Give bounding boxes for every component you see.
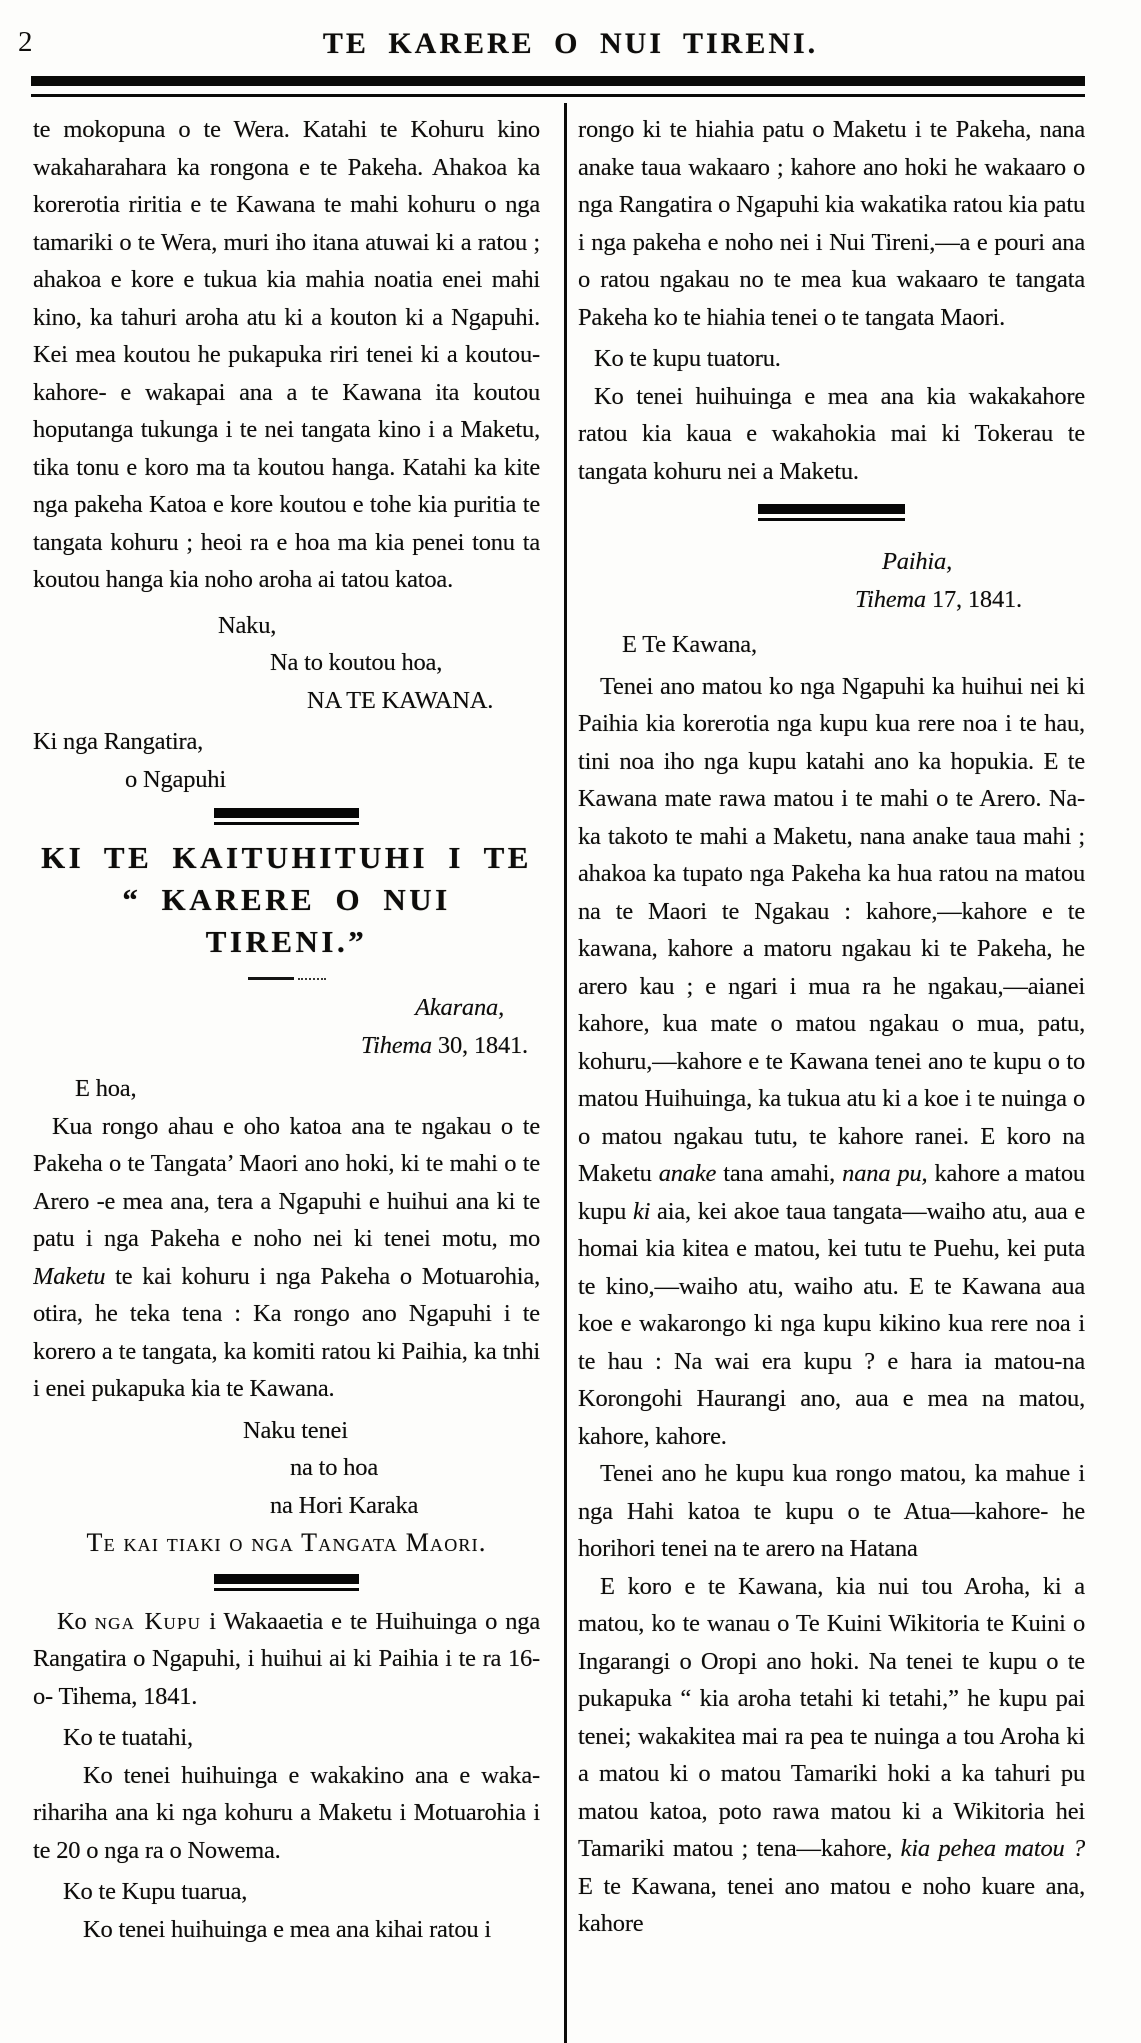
salutation: E hoa, xyxy=(75,1075,137,1102)
section-heading-line-1: KI TE KAITUHITUHI I TE xyxy=(41,840,532,875)
masthead-rule-thin xyxy=(31,94,1085,97)
signature-line-hoa: Na to koutou hoa, xyxy=(270,649,443,676)
section-heading-line-2: “ KARERE O NUI TIRENI.” xyxy=(122,882,451,959)
right-paragraph-continuation: rongo ki te hiahia patu o Maketu i te Pakeha, nana anake taua wakaaro ; kahore ano hoki he wakaaro o nga Rangatira o Ngapuhi kia wakatika ratou kia patu i nga pakeha e noho nei i Nui Tireni,—a e pouri ana o ratou ngakau no te mea kua wakaaro te tangata Pakeha ko te hiahia tenei o te tangata Maori. xyxy=(578,116,1085,331)
resolutions-intro: Ko nga Kupu i Wakaaetia e te Huihuinga o nga Rangatira o Ngapuhi, i huihui ai ki Paihia i te ra 16- o- Tihema, 1841. xyxy=(33,1607,540,1710)
salutation: E Te Kawana, xyxy=(622,631,757,658)
page-number: 2 xyxy=(18,26,33,58)
dateline-place: Akarana, xyxy=(415,994,504,1021)
addressee-line-1: Ki nga Rangatira, xyxy=(33,728,204,755)
resolution-2-text: Ko tenei huihuinga e mea ana kihai ratou i xyxy=(83,1915,491,1943)
resolution-1-text: Ko tenei huihuinga e wakakino ana e waka-rihariha ana ki nga kohuru a Maketu i Motuarohia i te 20 o nga ra o Nowema. xyxy=(33,1761,540,1864)
addressee-line-2: o Ngapuhi xyxy=(125,765,226,793)
divider-line xyxy=(214,822,359,825)
masthead-rule-thick xyxy=(31,76,1085,86)
divider-bar xyxy=(758,504,905,514)
section-divider-2 xyxy=(214,1574,359,1591)
heading-end-divider xyxy=(248,977,326,981)
left-paragraph-continuation: te mokopuna o te Wera. Katahi te Kohuru kino wakaharahara ka rongona e te Pakeha. Ahakoa ka korerotia riritia e te Kawana te mahi kohuru o nga tamariki o te Wera, muri iho itana atuwai ki a ratou ; ahakoa e kore e tukua kia mahia noatia enei mahi kino, ka tahuri aroha atu ki a kouton ki a Ngapuhi. Kei mea koutou he pukapuka riri tenei ki a koutou-kahore- e wakapai ana a te Kawana ita koutou hoputanga tukunga i te nei tangata kino i a Maketu, tika tonu e koro ma ta koutou hanga. Katahi ka kite nga pakeha Katoa e kore koutou e tohe kia puritia te tangata kohuru ; heoi ra e hoa ma kia penei tonu ta koutou hanga kia noho aroha ai tatou katoa. xyxy=(33,116,540,593)
resolution-1-label: Ko te tuatahi, xyxy=(63,1724,193,1751)
paragraph-aroha: E koro e te Kawana, kia nui tou Aroha, ki a matou, ko te wanau o Te Kuini Wikitoria te Kuini o Ingarangi o Oropi ano hoki. Na tenei te kupu o te pukapuka “ kia aroha tetahi ki tetahi,” he kupu pai tenei; wakakitea mai ra pea te nuinga a tou Aroha ki a matou ki o matou Tamariki hoki a ka tahuri pu matou katoa, poto rawa matou ki a Wikitoria hei Tamariki matou ; tena—kahore, kia pehea matou ? E te Kawana, tenei ano matou e noho kuare ana, kahore xyxy=(578,1572,1085,1937)
heading-end-divider-line xyxy=(248,977,294,980)
paragraph-hahi: Tenei ano he kupu kua rongo matou, ka mahue i nga Hahi katoa te kupu o te Atua—kahore- he horihori tenei na te arero na Hatana xyxy=(578,1460,1085,1562)
section-divider-3 xyxy=(758,504,905,521)
resolution-3-label: Ko te kupu tuatoru. xyxy=(594,345,781,372)
left-column xyxy=(33,103,540,2043)
letter-paragraph: Tenei ano matou ko nga Ngapuhi ka huihui nei ki Paihia kia korerotia nga kupu kua rere noa i te hau, tini noa iho nga kupu katahi ano ka hopukia. E te Kawana mate rawa matou i te mahi o te Arero. Na-ka takoto te mahi a Maketu, nana anake taua mahi ; ahakoa ka tupato nga Pakeha ka hua ratou na matou na te Maori te Ngakau : kahore,—kahore e te kawana, kahore a matoru ngakau ki te Pakeha, he arero kau ; e ngari i mua ra he ngakau,—aianei kahore, kua mate o matou ngakau o mua, patu, kohuru,—kahore e te Kawana tenei ano te kupu o to matou Huihuinga, ka tukua atu ki a koe i te nuinga o o matou ngakau tutu, te kahore ranei. E koro na Maketu anake tana amahi, nana pu, kahore a matou kupu ki aia, kei akoe taua tangata—waiho atu, aua e homai kia kitea e matou, kei tutu te Puehu, kei puta te kino,—waiho atu, waiho atu. E te Kawana aua koe e wakarongo ki nga kupu kikino kua rere noa i te hau : Na wai era kupu ? e hara ia matou-na Korongohi Haurangi ano, aua e mea na matou, kahore, kahore. xyxy=(578,672,1085,1450)
letter-paragraph: Kua rongo ahau e oho katoa ana te ngakau o te Pakeha o te Tangata’ Maori ano hoki, ki te mahi o te Arero -e mea ana, tera a Ngapuhi e huihui ana ki te patu i nga Pakeha e noho nei ki tenei motu, mo Maketu te kai kohuru i nga Pakeha o Motuarohia, otira, he teka tena : Ka rongo ano Ngapuhi i te korero a te tangata, ka komiti ratou ki Paihia, ka tnhi i enei pukapuka kia te Kawana. xyxy=(33,1112,540,1402)
heading-end-divider-dots xyxy=(298,978,326,980)
signature2-line-2: na to hoa xyxy=(290,1454,379,1481)
right-column xyxy=(578,103,1085,2043)
divider-line xyxy=(758,518,905,521)
signature2-line-1: Naku tenei xyxy=(243,1416,348,1444)
dateline-date: Tihema 17, 1841. xyxy=(855,585,1022,613)
dateline-date: Tihema 30, 1841. xyxy=(361,1031,528,1059)
text-columns xyxy=(33,103,1141,2043)
divider-bar xyxy=(214,1574,359,1584)
resolution-2-label: Ko te Kupu tuarua, xyxy=(63,1878,248,1905)
signature-line-naku: Naku, xyxy=(218,611,277,639)
divider-bar xyxy=(214,808,359,818)
signature-line-kawana: NA TE KAWANA. xyxy=(307,686,494,714)
newspaper-title: TE KARERE O NUI TIRENI. xyxy=(322,27,819,60)
signature2-line-3: na Hori Karaka xyxy=(270,1491,419,1519)
signature2-role: Te kai tiaki o nga Tangata Maori. xyxy=(86,1528,487,1557)
masthead xyxy=(0,0,1141,60)
dateline-place: Paihia, xyxy=(881,548,952,575)
column-divider-rule xyxy=(564,103,567,2043)
divider-line xyxy=(214,1588,359,1591)
resolution-3-text: Ko tenei huihuinga e mea ana kia wakakahore ratou kia kaua e wakahokia mai ki Tokerau te tangata kohuru nei a Maketu. xyxy=(578,382,1085,485)
section-divider xyxy=(214,808,359,825)
